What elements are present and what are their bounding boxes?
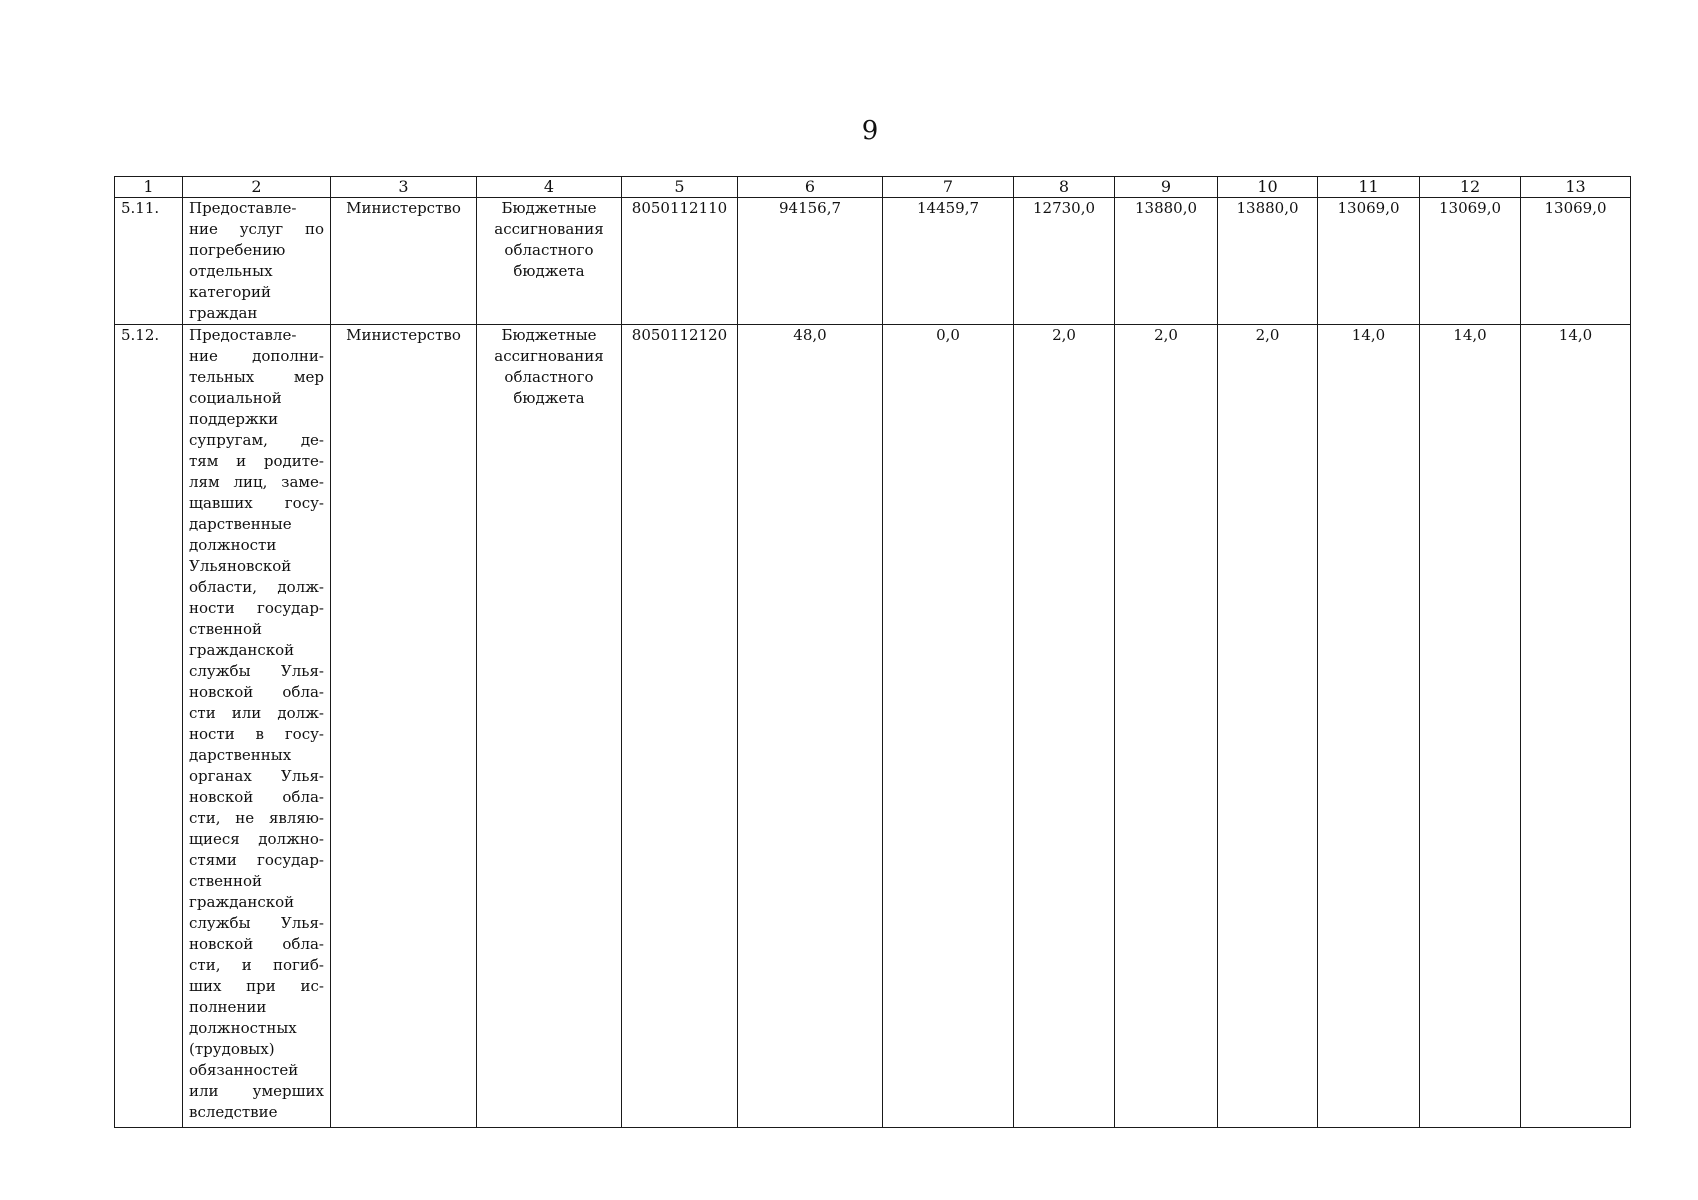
description-line: дарственных — [189, 746, 292, 764]
description-line: службы Улья- — [189, 914, 324, 932]
header-cell-9: 9 — [1115, 177, 1218, 198]
source-line: ассигнования — [494, 220, 604, 238]
description-line: категорий — [189, 283, 271, 301]
description-line: ственной — [189, 872, 263, 890]
row-executor: Министерство — [331, 198, 477, 325]
description-line: вследствие — [189, 1103, 278, 1121]
source-line: бюджета — [513, 262, 585, 280]
value-col-13: 14,0 — [1521, 325, 1631, 1128]
description-line: граждан — [189, 304, 258, 322]
description-line: должности — [189, 536, 277, 554]
program-table — [114, 176, 1631, 1128]
header-cell-2: 2 — [183, 177, 331, 198]
description-line: щавших госу- — [189, 494, 324, 512]
description-line: сти или долж- — [189, 704, 324, 722]
description-line: ние услуг по — [189, 220, 324, 238]
page-number: 9 — [861, 116, 879, 146]
description-line: гражданской — [189, 893, 295, 911]
description-line: обязанностей — [189, 1061, 299, 1079]
header-cell-6: 6 — [738, 177, 883, 198]
description-line: или умерших — [189, 1082, 324, 1100]
description-line: супругам, де- — [189, 431, 324, 449]
description-line: тельных мер — [189, 368, 324, 386]
value-col-7: 14459,7 — [883, 198, 1014, 325]
header-cell-13: 13 — [1521, 177, 1631, 198]
description-line: Предоставле- — [189, 199, 297, 217]
header-row — [115, 177, 1631, 198]
value-col-7: 0,0 — [883, 325, 1014, 1128]
description-line: отдельных — [189, 262, 273, 280]
header-cell-10: 10 — [1218, 177, 1318, 198]
description-line: службы Улья- — [189, 662, 324, 680]
source-line: ассигнования — [494, 347, 604, 365]
description-line: погребению — [189, 241, 286, 259]
description-line: ности государ- — [189, 599, 324, 617]
description-line: гражданской — [189, 641, 295, 659]
row-budget-code: 8050112110 — [622, 198, 738, 325]
header-cell-4: 4 — [477, 177, 622, 198]
description-line: ших при ис- — [189, 977, 324, 995]
source-line: областного — [504, 368, 594, 386]
value-total: 48,0 — [738, 325, 883, 1128]
value-col-11: 13069,0 — [1318, 198, 1420, 325]
value-col-11: 14,0 — [1318, 325, 1420, 1128]
description-line: лям лиц, заме- — [189, 473, 324, 491]
source-line: бюджета — [513, 389, 585, 407]
header-cell-1: 1 — [115, 177, 183, 198]
source-line: Бюджетные — [501, 199, 597, 217]
value-col-8: 12730,0 — [1014, 198, 1115, 325]
description-line: должностных — [189, 1019, 297, 1037]
source-line: Бюджетные — [501, 326, 597, 344]
description-line: Ульяновской — [189, 557, 292, 575]
row-executor: Министерство — [331, 325, 477, 1128]
value-total: 94156,7 — [738, 198, 883, 325]
description-line: поддержки — [189, 410, 279, 428]
header-cell-11: 11 — [1318, 177, 1420, 198]
header-cell-7: 7 — [883, 177, 1014, 198]
description-line: щиеся должно- — [189, 830, 324, 848]
table-row — [115, 325, 1631, 1128]
header-cell-8: 8 — [1014, 177, 1115, 198]
description-line: органах Улья- — [189, 767, 324, 785]
description-line: области, долж- — [189, 578, 324, 596]
description-line: Предоставле- — [189, 326, 297, 344]
value-col-12: 14,0 — [1420, 325, 1521, 1128]
value-col-10: 2,0 — [1218, 325, 1318, 1128]
value-col-9: 13880,0 — [1115, 198, 1218, 325]
description-line: (трудовых) — [189, 1040, 275, 1058]
description-line: социальной — [189, 389, 282, 407]
header-cell-3: 3 — [331, 177, 477, 198]
row-description — [183, 325, 331, 1128]
description-line: новской обла- — [189, 935, 324, 953]
header-cell-12: 12 — [1420, 177, 1521, 198]
description-line: сти, не являю- — [189, 809, 324, 827]
description-line: стями государ- — [189, 851, 324, 869]
row-budget-code: 8050112120 — [622, 325, 738, 1128]
description-line: тям и родите- — [189, 452, 324, 470]
row-number: 5.12. — [115, 325, 183, 1128]
table-row — [115, 198, 1631, 325]
value-col-10: 13880,0 — [1218, 198, 1318, 325]
value-col-13: 13069,0 — [1521, 198, 1631, 325]
value-col-9: 2,0 — [1115, 325, 1218, 1128]
row-funding-source — [477, 198, 622, 325]
description-line: ственной — [189, 620, 263, 638]
value-col-12: 13069,0 — [1420, 198, 1521, 325]
row-funding-source — [477, 325, 622, 1128]
value-col-8: 2,0 — [1014, 325, 1115, 1128]
description-line: ности в госу- — [189, 725, 324, 743]
description-line: сти, и погиб- — [189, 956, 324, 974]
row-description — [183, 198, 331, 325]
row-number: 5.11. — [115, 198, 183, 325]
source-line: областного — [504, 241, 594, 259]
header-cell-5: 5 — [622, 177, 738, 198]
description-line: новской обла- — [189, 788, 324, 806]
description-line: новской обла- — [189, 683, 324, 701]
description-line: ние дополни- — [189, 347, 324, 365]
description-line: полнении — [189, 998, 267, 1016]
description-line: дарственные — [189, 515, 292, 533]
